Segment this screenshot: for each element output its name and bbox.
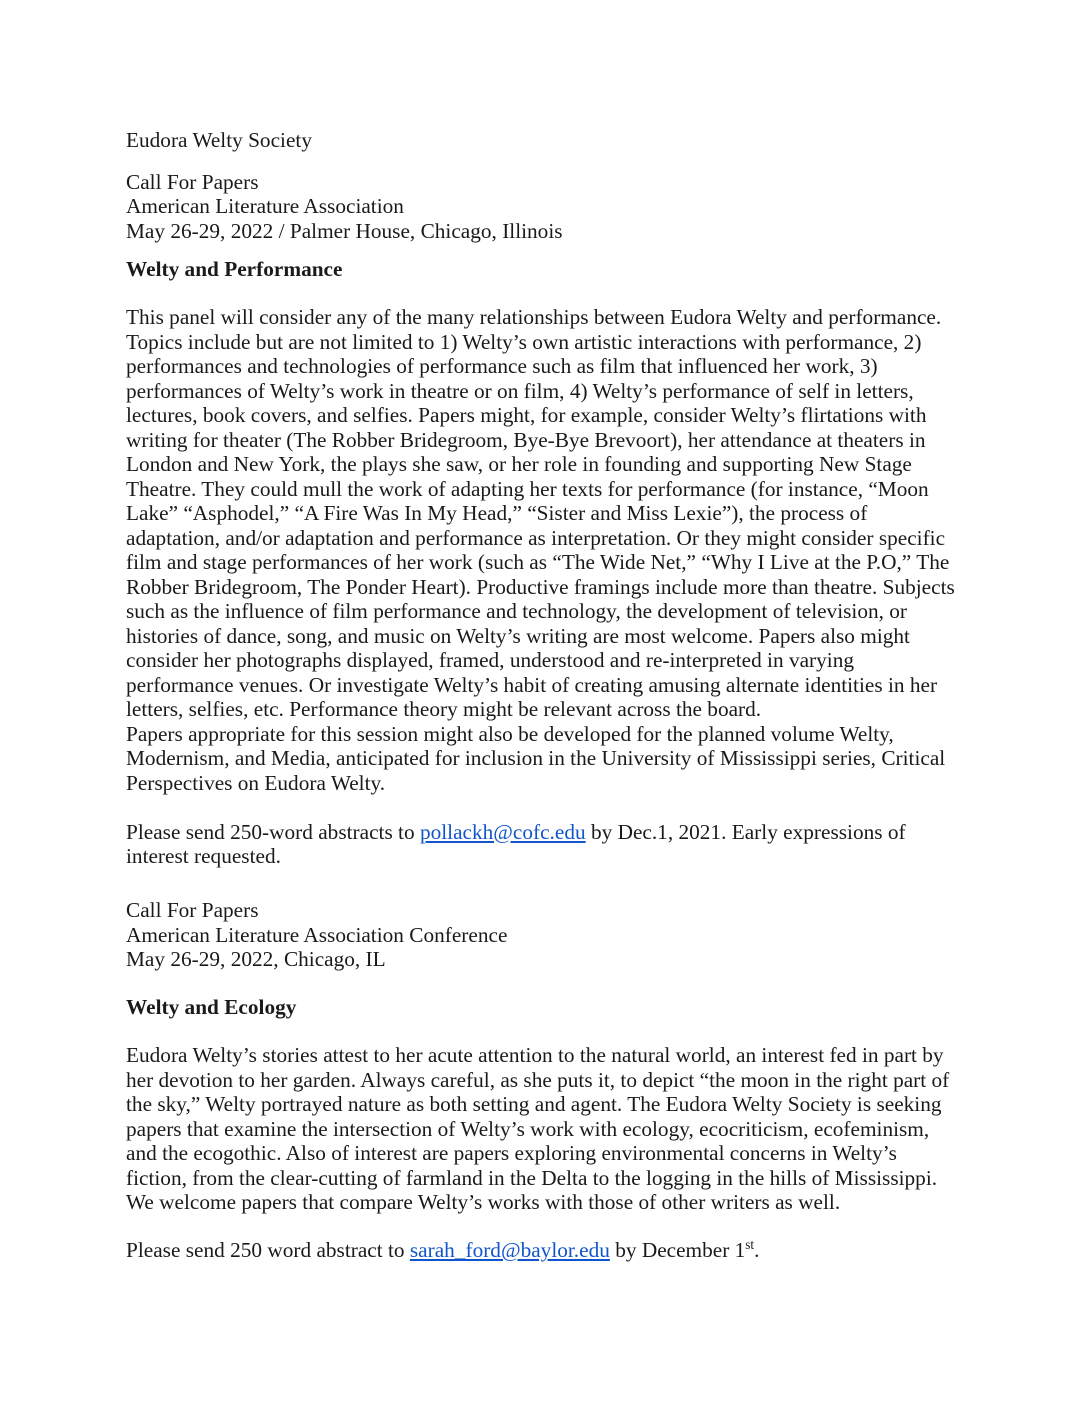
section-heading-welty-and-performance: Welty and Performance [126,257,343,281]
cfp1-date-location: May 26-29, 2022 / Palmer House, Chicago, Illinois [126,218,563,243]
cfp1-title: Call For Papers [126,169,259,194]
ordinal-suffix: st [745,1236,755,1252]
cfp2-title: Call For Papers [126,898,259,922]
submission1-text-before: Please send 250-word abstracts to [126,819,420,844]
ecology-paragraph: Eudora Welty’s stories attest to her acute attention to the natural world, an interest fed in part by her devotion to her garden. Always careful, as she puts it, to depict “the moon in the right part of the sky,” Welty portrayed nature as both setting and agent. The Eudora Welty Society is seeking papers that examine the intersection of Welty’s work with ecology, ecocriticism, ecofeminism, and the ecogothic. Also of interest are papers exploring environmental concerns in Welty’s fiction, from the clear-cutting of farmland in the Delta to the logging in the hills of Mississippi. We welcome papers that compare Welty’s works with those of other writers as well. [126,1043,950,1214]
ecology-submission-line [126,1238,958,1263]
performance-paragraph: This panel will consider any of the many relationships between Eudora Welty and performance. Topics include but are not limited to 1) Welty’s own artistic interactions with performance, 2) performances and technologies of performance such as film that influenced her work, 3) performances of Welty’s work in theatre or on film, 4) Welty’s performance of self in letters, lectures, book covers, and selfies. Papers might, for example, consider Welty’s flirtations with writing for theater (The Robber Bridegroom, Bye-Bye Brevoort), her attendance at theaters in London and New York, the plays she saw, or her role in founding and supporting New Stage Theatre. They could mull the work of adapting her texts for performance (for instance, “Moon Lake” “Asphodel,” “A Fire Was In My Head,” “Sister and Miss Lexie”), the process of adaptation, and/or adaptation and performance as interpretation. Or they might consider specific film and stage performances of her work (such as “The Wide Net,” “Why I Live at the P.O,” The Robber Bridegroom, The Ponder Heart). Productive framings include more than theatre. Subjects such as the influence of film performance and technology, the development of television, or histories of dance, song, and music on Welty’s writing are most welcome. Papers also might consider her photographs displayed, framed, understood and re-interpreted in varying performance venues. Or investigate Welty’s habit of creating amusing alternate identities in her letters, selfies, etc. Performance theory might be relevant across the board. [126,305,955,721]
cfp-block-2 [126,898,958,972]
submission1-text-after: by Dec.1, 2021. Early expressions of interest requested. [126,819,906,868]
submission2-text-mid: by December 1 [609,1238,746,1262]
submission2-text-before: Please send 250 word abstract to [126,1238,410,1262]
cfp1-association: American Literature Association [126,194,404,218]
submission2-text-end: . [754,1238,760,1262]
org-name: Eudora Welty Society [126,128,312,152]
performance-volume-note: Papers appropriate for this session might also be developed for the planned volume Welty, Modernism, and Media, anticipated for inclusion in the University of Mississippi series, Critical Perspectives on Eudora Welty. [126,721,946,795]
cfp-block-1 [126,170,958,244]
section-heading-welty-and-ecology: Welty and Ecology [126,995,297,1019]
email-link-sarah-ford[interactable]: sarah_ford@baylor.edu [409,1238,610,1262]
performance-submission-line [126,820,958,869]
cfp2-association: American Literature Association Conference [126,922,508,947]
email-link-pollackh[interactable]: pollackh@cofc.edu [419,819,586,844]
document-content [126,128,958,1263]
cfp2-date-location: May 26-29, 2022, Chicago, IL [126,947,386,971]
